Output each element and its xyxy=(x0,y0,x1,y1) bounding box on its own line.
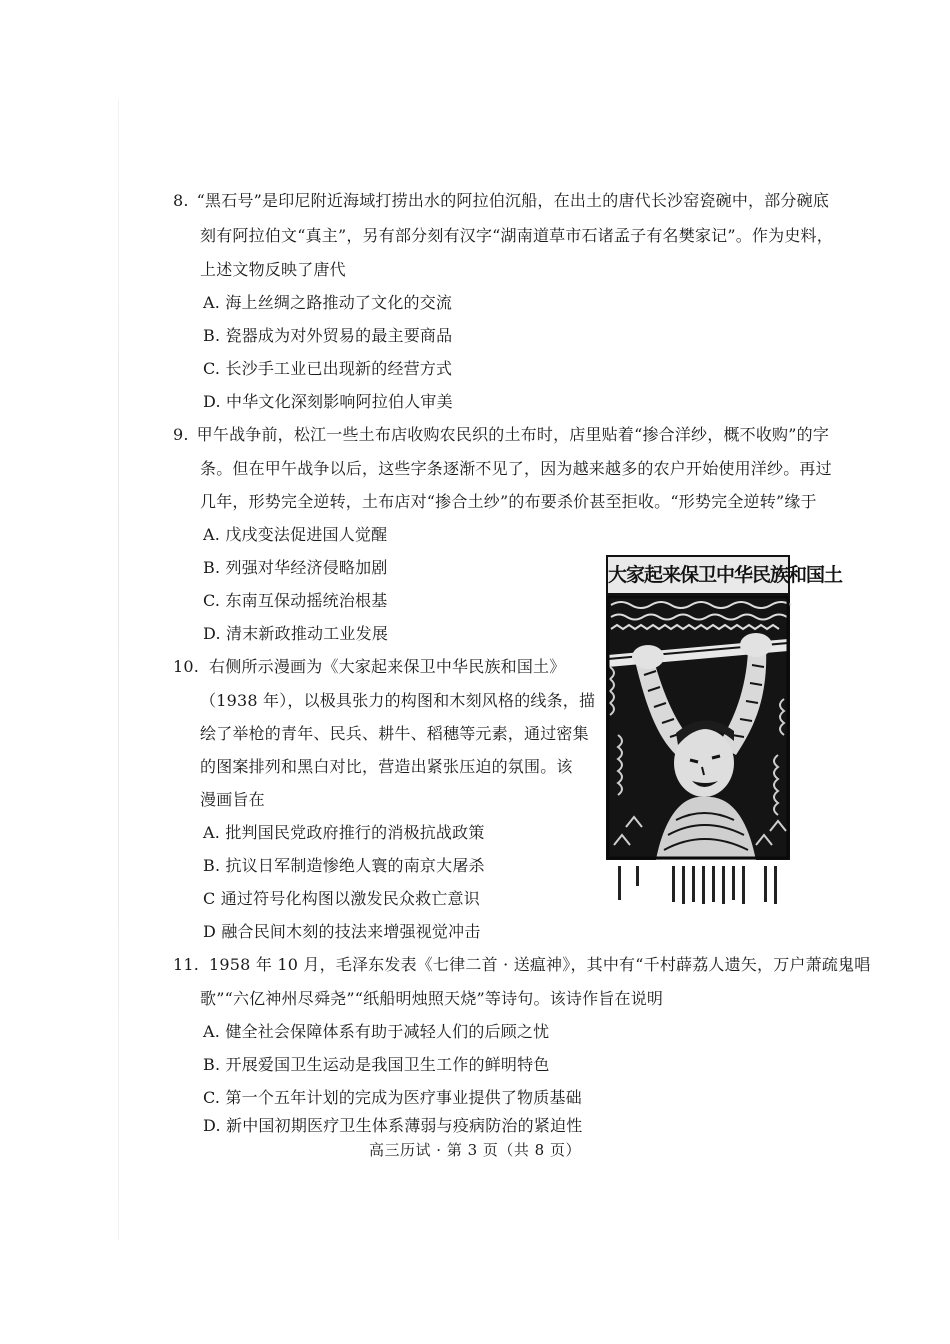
question-11-option-b[interactable]: B. 开展爱国卫生运动是我国卫生工作的鲜明特色 xyxy=(203,1055,550,1074)
caption-column xyxy=(774,866,777,904)
question-11-line-1: 11. 1958 年 10 月，毛泽东发表《七律二首 · 送瘟神》，其中有“千村薜荔人遗矢，万户萧疏鬼唱 xyxy=(173,955,871,974)
question-9-line-3: 几年，形势完全逆转，土布店对“掺合土纱”的布要杀价甚至拒收。“形势完全逆转”缘于 xyxy=(200,492,817,511)
caption-column xyxy=(692,866,695,902)
question-10-line-4: 的图案排列和黑白对比，营造出紧张压迫的氛围。该 xyxy=(200,757,573,776)
caption-column xyxy=(702,866,705,904)
caption-column xyxy=(618,866,621,900)
question-9-option-d[interactable]: D. 清末新政推动工业发展 xyxy=(203,624,389,643)
question-8-option-a[interactable]: A. 海上丝绸之路推动了文化的交流 xyxy=(203,293,453,312)
caption-column xyxy=(682,866,685,904)
question-8-option-d[interactable]: D. 中华文化深刻影响阿拉伯人审美 xyxy=(203,392,453,411)
question-8-line-2: 刻有阿拉伯文“真主”，另有部分刻有汉字“湖南道草市石诸孟子有名樊家记”。作为史料， xyxy=(200,226,833,245)
question-9-option-c[interactable]: C. 东南互保动摇统治根基 xyxy=(203,591,388,610)
question-9-line-2: 条。但在甲午战争以后，这些字条逐渐不见了，因为越来越多的农户开始使用洋纱。再过 xyxy=(200,459,832,478)
question-10-option-b[interactable]: B. 抗议日军制造惨绝人寰的南京大屠杀 xyxy=(203,856,485,875)
poster-title: 大家起来保卫中华民族和国土 xyxy=(606,555,790,595)
caption-column xyxy=(722,866,725,904)
question-10-line-3: 绘了举枪的青年、民兵、耕牛、稻穗等元素，通过密集 xyxy=(200,724,589,743)
question-9-line-1: 9. 甲午战争前，松江一些土布店收购农民织的土布时，店里贴着“掺合洋纱，概不收购”的字 xyxy=(173,425,830,444)
caption-column xyxy=(764,866,767,902)
question-number: 10. xyxy=(173,657,200,676)
question-number: 8. xyxy=(173,191,189,210)
question-11-option-c[interactable]: C. 第一个五年计划的完成为医疗事业提供了物质基础 xyxy=(203,1088,582,1107)
caption-column xyxy=(742,866,745,904)
caption-column xyxy=(636,866,639,886)
woodcut-poster xyxy=(606,555,843,860)
question-8-option-c[interactable]: C. 长沙手工业已出现新的经营方式 xyxy=(203,359,453,378)
question-number: 11. xyxy=(173,955,200,974)
caption-column xyxy=(672,866,675,902)
question-11-option-d[interactable]: D. 新中国初期医疗卫生体系薄弱与疫病防治的紧迫性 xyxy=(203,1116,583,1135)
question-11-line-2: 歌”“六亿神州尽舜尧”“纸船明烛照天烧”等诗句。该诗作旨在说明 xyxy=(200,989,664,1008)
question-number: 9. xyxy=(173,425,189,444)
question-10-line-1: 10. 右侧所示漫画为《大家起来保卫中华民族和国土》 xyxy=(173,657,566,676)
question-9-option-b[interactable]: B. 列强对华经济侵略加剧 xyxy=(203,558,388,577)
poster-caption-block xyxy=(614,866,784,906)
question-8-line-1: 8. “黑石号”是印尼附近海域打捞出水的阿拉伯沉船，在出土的唐代长沙窑瓷碗中，部分碗底 xyxy=(173,191,830,210)
question-9-option-a[interactable]: A. 戊戌变法促进国人觉醒 xyxy=(203,525,388,544)
question-10-line-5: 漫画旨在 xyxy=(200,790,265,809)
question-8-line-3: 上述文物反映了唐代 xyxy=(200,260,346,279)
poster-woodcut-illustration xyxy=(606,595,790,860)
question-10-option-a[interactable]: A. 批判国民党政府推行的消极抗战政策 xyxy=(203,823,485,842)
caption-column xyxy=(732,866,735,900)
question-10-option-c[interactable]: C 通过符号化构图以激发民众救亡意识 xyxy=(203,889,480,908)
question-10-option-d[interactable]: D 融合民间木刻的技法来增强视觉冲击 xyxy=(203,922,481,941)
caption-column xyxy=(712,866,715,902)
question-8-option-b[interactable]: B. 瓷器成为对外贸易的最主要商品 xyxy=(203,326,453,345)
question-10-line-2: （1938 年），以极具张力的构图和木刻风格的线条，描 xyxy=(200,691,596,710)
question-11-option-a[interactable]: A. 健全社会保障体系有助于减轻人们的后顾之忧 xyxy=(203,1022,550,1041)
page-footer: 高三历试 · 第 3 页（共 8 页） xyxy=(369,1141,581,1159)
